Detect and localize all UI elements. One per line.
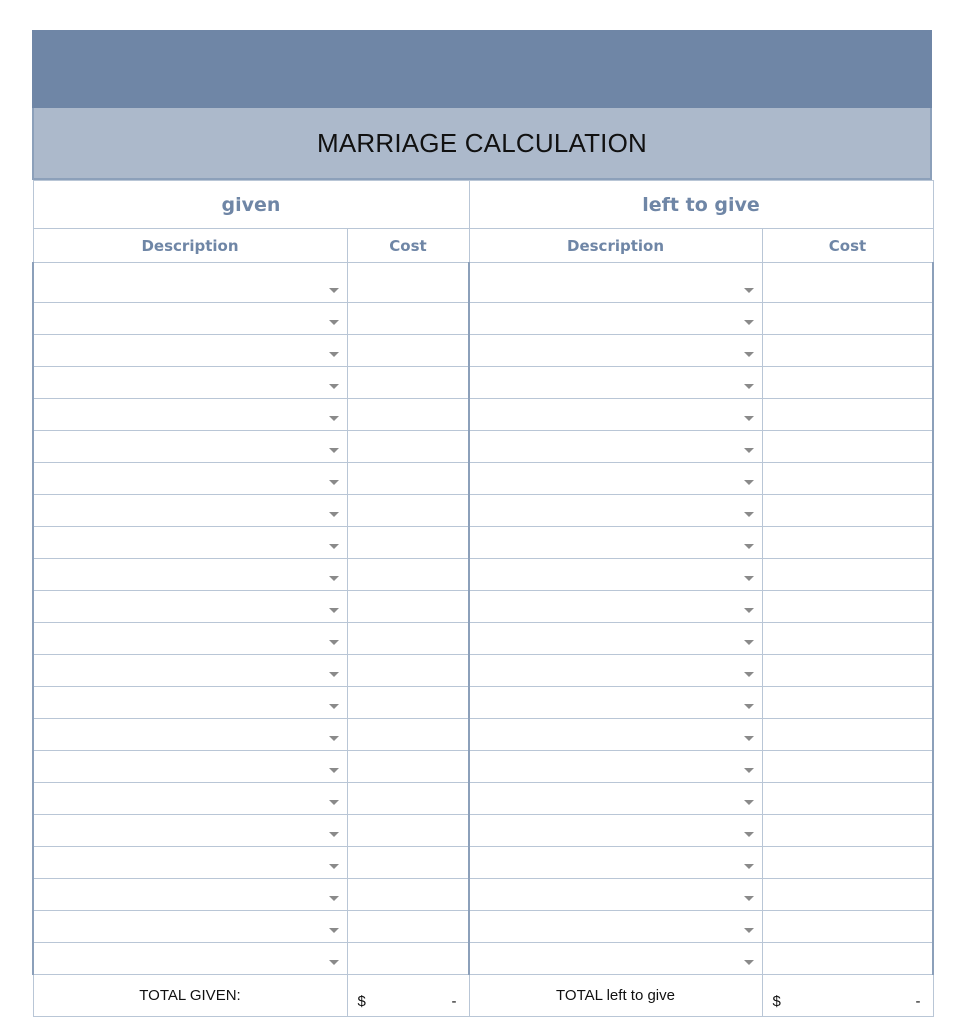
left-description-dropdown[interactable] (469, 495, 762, 527)
left-description-header: Description (469, 229, 762, 263)
table-row (33, 335, 933, 367)
dropdown-arrow-icon[interactable] (329, 416, 339, 421)
given-cost-cell[interactable] (347, 655, 469, 687)
left-description-dropdown[interactable] (469, 527, 762, 559)
total-given-label: TOTAL GIVEN: (33, 975, 347, 1017)
left-description-dropdown[interactable] (469, 591, 762, 623)
left-description-dropdown[interactable] (469, 879, 762, 911)
left-cost-cell[interactable] (762, 719, 933, 751)
dropdown-arrow-icon[interactable] (744, 480, 754, 485)
given-description-dropdown[interactable] (33, 623, 347, 655)
given-description-dropdown[interactable] (33, 655, 347, 687)
given-description-dropdown[interactable] (33, 559, 347, 591)
dropdown-arrow-icon[interactable] (329, 736, 339, 741)
dropdown-arrow-icon[interactable] (329, 672, 339, 677)
given-description-dropdown[interactable] (33, 303, 347, 335)
given-description-dropdown[interactable] (33, 463, 347, 495)
left-description-dropdown[interactable] (469, 847, 762, 879)
dropdown-arrow-icon[interactable] (329, 576, 339, 581)
given-cost-cell[interactable] (347, 495, 469, 527)
left-description-dropdown[interactable] (469, 431, 762, 463)
left-cost-cell[interactable] (762, 911, 933, 943)
given-cost-cell[interactable] (347, 943, 469, 975)
left-cost-cell[interactable] (762, 751, 933, 783)
given-description-dropdown[interactable] (33, 263, 347, 303)
dropdown-arrow-icon[interactable] (744, 352, 754, 357)
given-cost-cell[interactable] (347, 463, 469, 495)
dropdown-arrow-icon[interactable] (744, 928, 754, 933)
left-cost-cell[interactable] (762, 431, 933, 463)
table-row (33, 815, 933, 847)
left-cost-cell[interactable] (762, 783, 933, 815)
given-description-dropdown[interactable] (33, 719, 347, 751)
dropdown-arrow-icon[interactable] (744, 864, 754, 869)
left-description-dropdown[interactable] (469, 367, 762, 399)
dropdown-arrow-icon[interactable] (329, 544, 339, 549)
table-row (33, 943, 933, 975)
given-cost-cell[interactable] (347, 263, 469, 303)
given-cost-cell[interactable] (347, 399, 469, 431)
dropdown-arrow-icon[interactable] (744, 416, 754, 421)
table-row (33, 463, 933, 495)
given-description-dropdown[interactable] (33, 495, 347, 527)
table-row (33, 911, 933, 943)
given-description-dropdown[interactable] (33, 879, 347, 911)
given-description-dropdown[interactable] (33, 367, 347, 399)
table-row (33, 495, 933, 527)
dropdown-arrow-icon[interactable] (329, 512, 339, 517)
left-description-dropdown[interactable] (469, 335, 762, 367)
table-row (33, 527, 933, 559)
given-cost-cell[interactable] (347, 751, 469, 783)
given-cost-cell[interactable] (347, 879, 469, 911)
dropdown-arrow-icon[interactable] (329, 768, 339, 773)
left-description-dropdown[interactable] (469, 303, 762, 335)
left-description-dropdown[interactable] (469, 263, 762, 303)
table-row (33, 623, 933, 655)
left-description-dropdown[interactable] (469, 751, 762, 783)
dropdown-arrow-icon[interactable] (744, 736, 754, 741)
given-cost-cell[interactable] (347, 559, 469, 591)
given-description-dropdown[interactable] (33, 815, 347, 847)
dropdown-arrow-icon[interactable] (329, 448, 339, 453)
left-description-dropdown[interactable] (469, 559, 762, 591)
left-description-dropdown[interactable] (469, 399, 762, 431)
left-description-dropdown[interactable] (469, 687, 762, 719)
dropdown-arrow-icon[interactable] (329, 384, 339, 389)
table-row (33, 751, 933, 783)
dropdown-arrow-icon[interactable] (329, 288, 339, 293)
dropdown-arrow-icon[interactable] (329, 832, 339, 837)
left-cost-cell[interactable] (762, 335, 933, 367)
dropdown-arrow-icon[interactable] (744, 288, 754, 293)
left-to-give-section-header: left to give (469, 181, 933, 229)
table-row (33, 559, 933, 591)
table-row (33, 399, 933, 431)
left-cost-cell[interactable] (762, 815, 933, 847)
left-cost-cell[interactable] (762, 847, 933, 879)
dropdown-arrow-icon[interactable] (329, 608, 339, 613)
given-description-dropdown[interactable] (33, 399, 347, 431)
left-cost-cell[interactable] (762, 367, 933, 399)
left-cost-cell[interactable] (762, 879, 933, 911)
left-cost-cell[interactable] (762, 263, 933, 303)
sheet-title: MARRIAGE CALCULATION (32, 108, 932, 180)
dropdown-arrow-icon[interactable] (744, 576, 754, 581)
given-cost-cell[interactable] (347, 527, 469, 559)
given-cost-cell[interactable] (347, 783, 469, 815)
table-row (33, 719, 933, 751)
given-description-header: Description (33, 229, 347, 263)
dropdown-arrow-icon[interactable] (329, 640, 339, 645)
given-cost-header: Cost (347, 229, 469, 263)
left-description-dropdown[interactable] (469, 623, 762, 655)
left-cost-cell[interactable] (762, 655, 933, 687)
left-description-dropdown[interactable] (469, 463, 762, 495)
left-cost-cell[interactable] (762, 495, 933, 527)
table-row (33, 847, 933, 879)
marriage-calculation-sheet (32, 30, 932, 1017)
given-cost-cell[interactable] (347, 431, 469, 463)
total-left-currency: $ (772, 993, 781, 1010)
table-row (33, 263, 933, 303)
total-given-amount: - (451, 993, 457, 1010)
table-row (33, 879, 933, 911)
dropdown-arrow-icon[interactable] (329, 480, 339, 485)
given-cost-cell[interactable] (347, 687, 469, 719)
given-cost-cell[interactable] (347, 591, 469, 623)
given-section-header: given (33, 181, 469, 229)
given-cost-cell[interactable] (347, 335, 469, 367)
left-cost-cell[interactable] (762, 303, 933, 335)
total-given-value (347, 975, 469, 1017)
total-given-currency: $ (357, 993, 366, 1010)
left-cost-cell[interactable] (762, 527, 933, 559)
given-description-dropdown[interactable] (33, 911, 347, 943)
given-description-dropdown[interactable] (33, 431, 347, 463)
dropdown-arrow-icon[interactable] (744, 768, 754, 773)
total-left-label: TOTAL left to give (469, 975, 762, 1017)
left-cost-cell[interactable] (762, 591, 933, 623)
calculation-table (32, 180, 934, 1017)
given-description-dropdown[interactable] (33, 335, 347, 367)
given-cost-cell[interactable] (347, 719, 469, 751)
dropdown-arrow-icon[interactable] (744, 544, 754, 549)
dropdown-arrow-icon[interactable] (744, 448, 754, 453)
left-description-dropdown[interactable] (469, 911, 762, 943)
given-description-dropdown[interactable] (33, 943, 347, 975)
dropdown-arrow-icon[interactable] (744, 512, 754, 517)
dropdown-arrow-icon[interactable] (329, 928, 339, 933)
dropdown-arrow-icon[interactable] (744, 800, 754, 805)
dropdown-arrow-icon[interactable] (744, 384, 754, 389)
left-cost-cell[interactable] (762, 623, 933, 655)
dropdown-arrow-icon[interactable] (329, 352, 339, 357)
given-description-dropdown[interactable] (33, 783, 347, 815)
dropdown-arrow-icon[interactable] (744, 320, 754, 325)
dropdown-arrow-icon[interactable] (744, 608, 754, 613)
given-cost-cell[interactable] (347, 815, 469, 847)
total-left-value (762, 975, 933, 1017)
dropdown-arrow-icon[interactable] (744, 896, 754, 901)
left-description-dropdown[interactable] (469, 783, 762, 815)
left-cost-cell[interactable] (762, 559, 933, 591)
given-description-dropdown[interactable] (33, 527, 347, 559)
dropdown-arrow-icon[interactable] (744, 832, 754, 837)
table-row (33, 687, 933, 719)
dropdown-arrow-icon[interactable] (329, 960, 339, 965)
given-cost-cell[interactable] (347, 911, 469, 943)
dropdown-arrow-icon[interactable] (744, 960, 754, 965)
dropdown-arrow-icon[interactable] (329, 896, 339, 901)
left-description-dropdown[interactable] (469, 815, 762, 847)
table-row (33, 655, 933, 687)
given-description-dropdown[interactable] (33, 751, 347, 783)
given-description-dropdown[interactable] (33, 847, 347, 879)
top-banner (32, 30, 932, 108)
dropdown-arrow-icon[interactable] (329, 320, 339, 325)
dropdown-arrow-icon[interactable] (329, 864, 339, 869)
dropdown-arrow-icon[interactable] (744, 704, 754, 709)
table-row (33, 367, 933, 399)
left-cost-cell[interactable] (762, 943, 933, 975)
left-description-dropdown[interactable] (469, 655, 762, 687)
given-description-dropdown[interactable] (33, 591, 347, 623)
table-row (33, 431, 933, 463)
left-cost-cell[interactable] (762, 463, 933, 495)
given-description-dropdown[interactable] (33, 687, 347, 719)
left-cost-cell[interactable] (762, 687, 933, 719)
left-description-dropdown[interactable] (469, 943, 762, 975)
table-row (33, 303, 933, 335)
total-left-amount: - (915, 993, 921, 1010)
given-cost-cell[interactable] (347, 623, 469, 655)
table-row (33, 783, 933, 815)
given-cost-cell[interactable] (347, 367, 469, 399)
dropdown-arrow-icon[interactable] (744, 672, 754, 677)
dropdown-arrow-icon[interactable] (329, 800, 339, 805)
dropdown-arrow-icon[interactable] (329, 704, 339, 709)
given-cost-cell[interactable] (347, 303, 469, 335)
left-cost-cell[interactable] (762, 399, 933, 431)
left-cost-header: Cost (762, 229, 933, 263)
left-description-dropdown[interactable] (469, 719, 762, 751)
dropdown-arrow-icon[interactable] (744, 640, 754, 645)
given-cost-cell[interactable] (347, 847, 469, 879)
table-row (33, 591, 933, 623)
